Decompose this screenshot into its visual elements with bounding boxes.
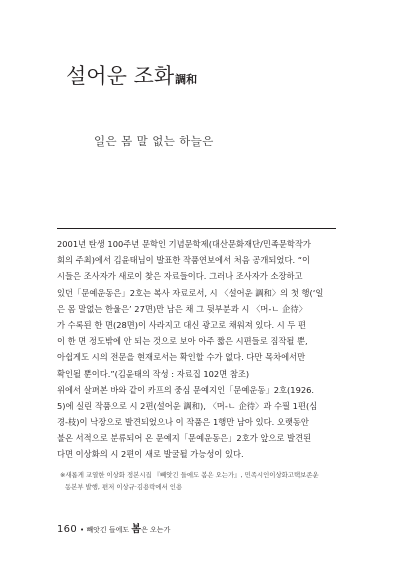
body-line: 은 몸 말없는 한울은’ 27면)만 남은 채 그 뒷부분과 시 〈머-ㄴ 企待〉	[57, 303, 307, 314]
body-line: 시들은 조사자가 새로이 찾은 자료들이다. 그러나 조사자가 소장하고	[57, 271, 303, 282]
running-book-title	[80, 520, 170, 535]
body-line: 아쉽게도 시의 전문을 현재로서는 확인할 수가 없다. 다만 목차에서만	[57, 352, 306, 363]
book-title-emphasis: 봄	[131, 524, 142, 535]
body-line: 위에서 살펴본 바와 같이 카프의 중심 문예지인「문예운동」2호(1926.	[57, 384, 315, 395]
body-line: 가 수록된 한 면(28면)이 사라지고 대신 광고로 채워져 있다. 시 두 편	[57, 319, 307, 330]
source-note	[60, 470, 350, 493]
page-number: 160	[57, 524, 77, 535]
book-title-prefix: • 빼앗긴 들에도	[80, 526, 132, 534]
body-line: 이 한 면 정도밖에 안 되는 것으로 보아 아주 짧은 시편들로 짐작될 뿐,	[57, 336, 308, 347]
poem-title	[66, 60, 197, 90]
note-line: ※새롭게 교열한 이상화 정본시집 『빼앗긴 들에도 봄은 오는가』, 민족시인이상화고택보존운	[60, 471, 319, 479]
body-line: 5)에 실린 작품으로 시 2편(설어운 調和), 〈머-ㄴ 企待〉과 수필 1편(심	[57, 400, 318, 411]
commentary-body	[57, 236, 347, 463]
body-line: 있던「문예운동은」2호는 복사 자료로서, 시 〈설어운 調和〉의 첫 행(‘일	[57, 287, 324, 298]
body-line: 2001년 탄생 100주년 문학인 기념문학제(대산문화재단/민족문학작가	[57, 239, 311, 249]
poem-first-line: 일은 몸 말 없는 하늘은	[94, 134, 214, 148]
body-line: 다면 이상화의 시 2편이 새로 발굴될 가능성이 있다.	[57, 449, 244, 460]
section-divider	[57, 228, 336, 229]
note-line: 동본부 발행, 편저 이상규·김용락에서 인용	[65, 482, 183, 491]
body-line: 회의 주최)에서 김윤태님이 발표한 작품연보에서 처음 공개되었다. “이	[57, 255, 311, 266]
body-line: 불온 서적으로 분류되어 온 문예지「문예운동은」2호가 앞으로 발견된	[57, 433, 312, 444]
poem-title-hanja: 調和	[175, 73, 198, 86]
body-line: 경-枝)이 낙장으로 발견되었으나 이 작품은 1행만 남아 있다. 오랫동안	[57, 417, 309, 428]
book-title-suffix: 은 오는가	[141, 526, 171, 534]
body-line: 확인될 뿐이다.”(김윤태의 작성 : 자료집 102면 참조)	[57, 368, 250, 379]
page-footer	[57, 520, 170, 535]
poem-title-text: 설어운 조화	[66, 64, 175, 88]
